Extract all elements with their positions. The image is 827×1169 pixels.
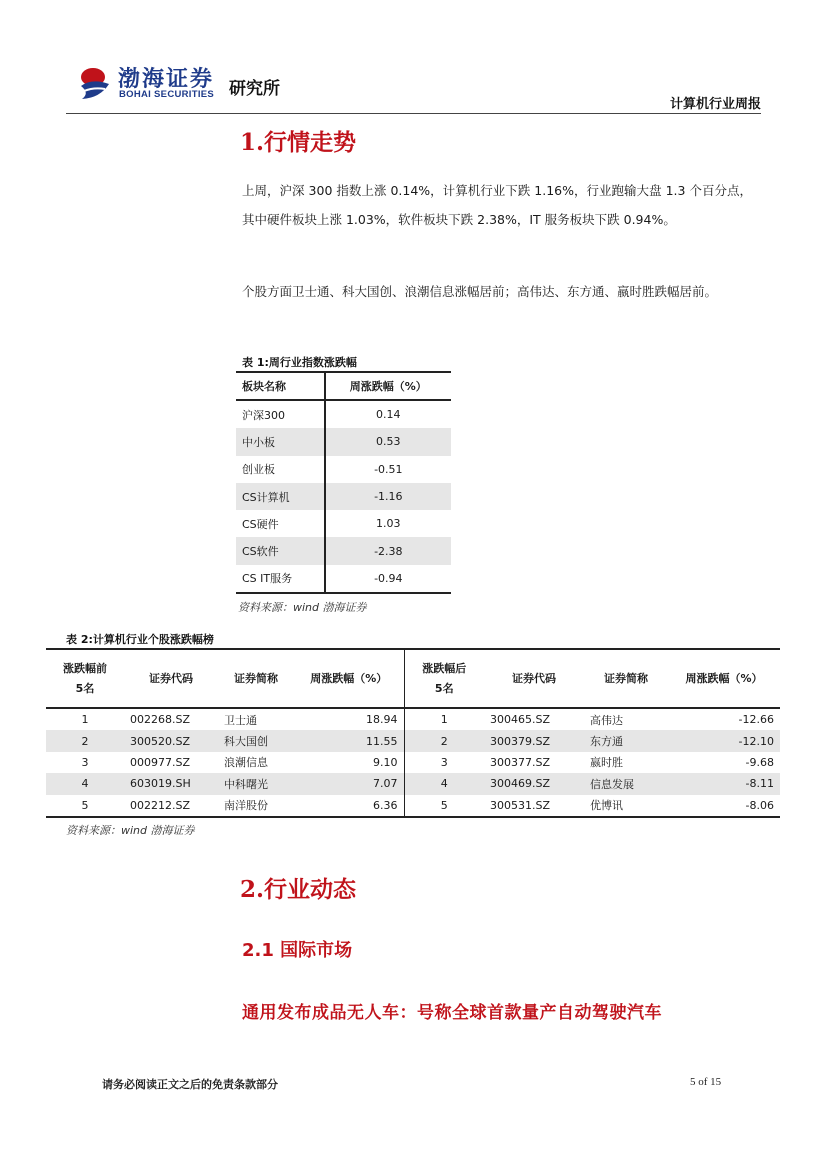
logo-english-name: BOHAI SECURITIES xyxy=(119,89,215,100)
stock-ranking-table xyxy=(46,648,780,818)
table-header-row xyxy=(236,372,451,400)
stock-name: 浪潮信息 xyxy=(224,756,268,770)
sector-name: CS硬件 xyxy=(242,517,279,531)
sector-name: 创业板 xyxy=(242,463,275,477)
weekly-change: -12.10 xyxy=(668,730,780,751)
news-headline: 通用发布成品无人车：号称全球首款量产自动驾驶汽车 xyxy=(242,1003,662,1023)
rank: 2 xyxy=(404,730,484,751)
weekly-change: 6.36 xyxy=(294,795,404,817)
table-row xyxy=(46,795,780,817)
table-row xyxy=(46,752,780,773)
index-change-table xyxy=(236,371,451,594)
rank: 5 xyxy=(46,795,124,817)
col-header-bottom5-rank: 涨跌幅后5名 xyxy=(404,649,484,708)
col-header-weekly-change: 周涨跌幅（%） xyxy=(325,372,451,400)
weekly-change: -0.94 xyxy=(325,565,451,593)
stock-name: 科大国创 xyxy=(218,730,294,751)
sector-name: CS计算机 xyxy=(236,483,325,510)
stock-name: 南洋股份 xyxy=(218,795,294,817)
bohai-logo-icon xyxy=(78,66,112,102)
col-header-weekly-change: 周涨跌幅（%） xyxy=(668,649,780,708)
table1-source: 资料来源：wind 渤海证券 xyxy=(238,601,367,614)
table-header-row xyxy=(46,649,780,708)
section1-paragraph-2: 个股方面卫士通、科大国创、浪潮信息涨幅居前；高伟达、东方通、嬴时胜跌幅居前。 xyxy=(242,284,718,299)
table-row xyxy=(46,730,780,751)
weekly-change: 11.55 xyxy=(294,730,404,751)
stock-code: 000977.SZ xyxy=(130,755,191,769)
weekly-change: 0.53 xyxy=(325,428,451,455)
table1-caption: 表 1:周行业指数涨跌幅 xyxy=(242,356,357,369)
header-divider xyxy=(66,113,761,114)
page-number: 5 of 15 xyxy=(690,1076,722,1088)
rank: 5 xyxy=(404,795,484,817)
sector-name: 中小板 xyxy=(236,428,325,455)
weekly-change: -9.68 xyxy=(745,755,774,769)
table-row xyxy=(236,565,451,593)
rank: 4 xyxy=(404,773,484,794)
table2-source: 资料来源：wind 渤海证券 xyxy=(66,824,195,837)
footer-disclaimer: 请务必阅读正文之后的免责条款部分 xyxy=(102,1078,278,1091)
rank: 3 xyxy=(81,755,89,769)
rank: 1 xyxy=(81,713,89,727)
stock-name: 优博讯 xyxy=(584,795,668,817)
weekly-change: -12.66 xyxy=(738,713,774,727)
weekly-change: -2.38 xyxy=(325,537,451,564)
stock-code: 300377.SZ xyxy=(490,755,551,769)
section2-title: 2.行业动态 xyxy=(240,876,357,903)
weekly-change: -0.51 xyxy=(325,456,451,483)
rank: 3 xyxy=(404,752,484,773)
stock-code: 300469.SZ xyxy=(484,773,584,794)
weekly-change: -8.11 xyxy=(668,773,780,794)
table-row xyxy=(236,428,451,455)
stock-code: 300520.SZ xyxy=(124,730,218,751)
col-header-weekly-change: 周涨跌幅（%） xyxy=(294,649,404,708)
stock-code: 603019.SH xyxy=(124,773,218,794)
table-row xyxy=(236,456,451,483)
logo-institute: 研究所 xyxy=(229,79,280,99)
stock-name: 东方通 xyxy=(584,730,668,751)
stock-name: 卫士通 xyxy=(224,713,257,727)
weekly-change: -8.06 xyxy=(668,795,780,817)
table-row xyxy=(236,483,451,510)
table-row xyxy=(236,510,451,537)
table2-caption: 表 2:计算机行业个股涨跌幅榜 xyxy=(66,633,214,646)
weekly-change: 9.10 xyxy=(373,755,398,769)
stock-name: 高伟达 xyxy=(590,713,623,727)
weekly-change: 1.03 xyxy=(325,510,451,537)
stock-code: 300379.SZ xyxy=(484,730,584,751)
stock-name: 信息发展 xyxy=(584,773,668,794)
weekly-change: 7.07 xyxy=(294,773,404,794)
weekly-change: 18.94 xyxy=(366,713,398,727)
weekly-change: 0.14 xyxy=(325,400,451,428)
stock-name: 嬴时胜 xyxy=(590,756,623,770)
rank: 4 xyxy=(46,773,124,794)
report-type: 计算机行业周报 xyxy=(669,97,761,112)
weekly-change: -1.16 xyxy=(325,483,451,510)
col-header-code: 证券代码 xyxy=(484,649,584,708)
rank: 1 xyxy=(404,708,484,730)
col-header-name: 证券简称 xyxy=(584,649,668,708)
col-header-name: 证券简称 xyxy=(218,649,294,708)
rank: 2 xyxy=(46,730,124,751)
section2-subtitle: 2.1 国际市场 xyxy=(242,940,353,961)
table-row xyxy=(236,537,451,564)
stock-code: 300465.SZ xyxy=(490,713,551,727)
col-header-top5-rank: 涨跌幅前5名 xyxy=(46,649,124,708)
stock-name: 中科曙光 xyxy=(218,773,294,794)
table-row xyxy=(46,708,780,730)
col-header-code: 证券代码 xyxy=(124,649,218,708)
stock-code: 300531.SZ xyxy=(484,795,584,817)
stock-code: 002268.SZ xyxy=(130,713,191,727)
col-header-sector: 板块名称 xyxy=(236,372,325,400)
table-row xyxy=(46,773,780,794)
logo-chinese-name: 渤海证券 xyxy=(118,66,215,92)
stock-code: 002212.SZ xyxy=(124,795,218,817)
sector-name: 沪深300 xyxy=(242,408,285,422)
table-row xyxy=(236,400,451,428)
sector-name: CS IT服务 xyxy=(236,565,325,593)
section1-paragraph-1: 上周，沪深 300 指数上涨 0.14%，计算机行业下跌 1.16%，行业跑输大盘 1.3 个百分点，其中硬件板块上涨 1.03%，软件板块下跌 2.38%，IT 服务板块下跌 0.94%。 xyxy=(242,183,752,227)
section1-title: 1.行情走势 xyxy=(240,129,357,156)
sector-name: CS软件 xyxy=(236,537,325,564)
